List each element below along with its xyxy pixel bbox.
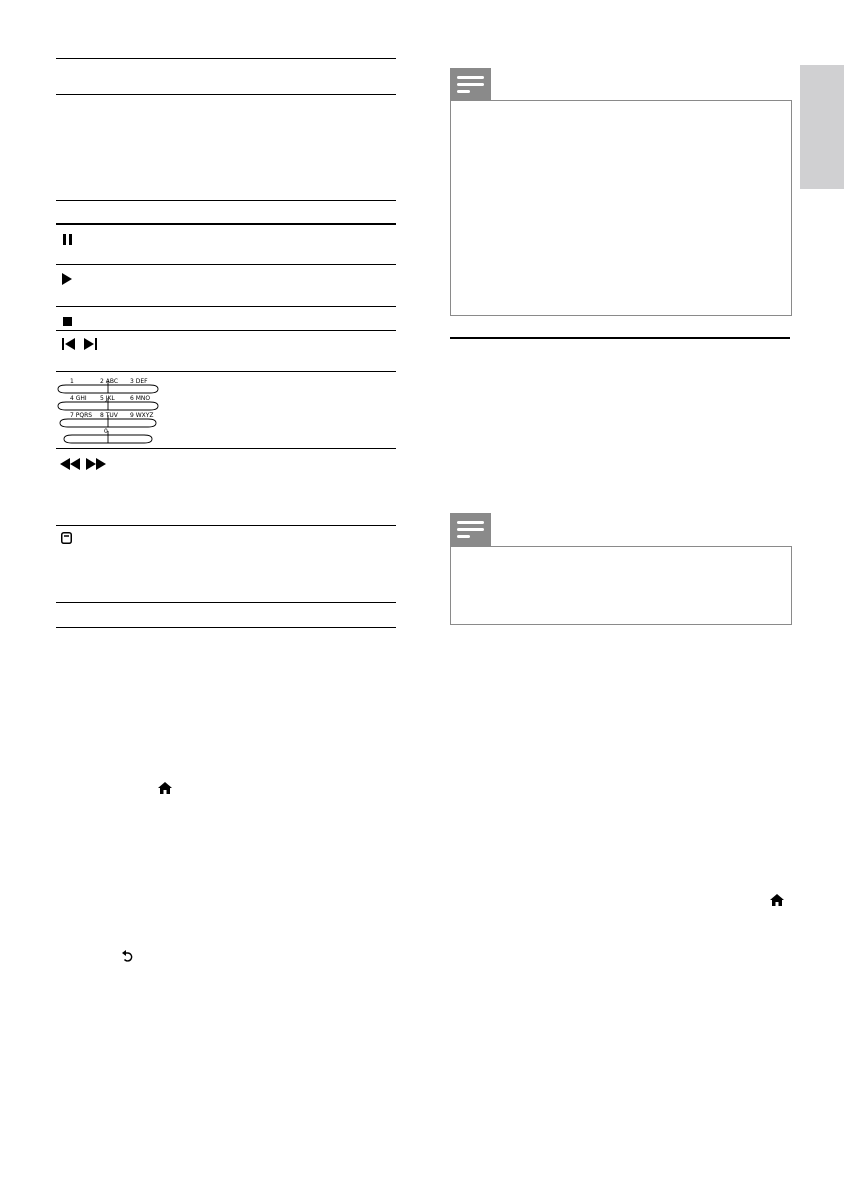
- keypad-key-label: 9 WXYZ: [130, 412, 154, 419]
- home-icon: [770, 893, 784, 905]
- table-rule: [56, 264, 396, 265]
- table-bottom-rule: [56, 627, 396, 628]
- subtitle-icon: [61, 531, 72, 543]
- table-rule: [56, 94, 396, 95]
- keypad-key-label: 8 TUV: [100, 412, 118, 419]
- section-rule: [450, 337, 790, 339]
- keypad-key-label: 3 DEF: [130, 378, 148, 385]
- table-rule: [56, 200, 396, 201]
- note-box: [450, 100, 792, 316]
- stop-icon: [63, 313, 72, 322]
- table-rule: [56, 371, 396, 372]
- table-rule: [56, 306, 396, 307]
- keypad-key-label: 7 PQRS: [70, 412, 93, 419]
- note-box: [450, 546, 792, 625]
- keypad-key-label: 0: [104, 428, 108, 435]
- keypad-key-label: 1: [70, 378, 74, 385]
- table-rule: [56, 525, 396, 526]
- rewind-fast-forward-icon: [60, 457, 106, 469]
- table-rule: [56, 448, 396, 449]
- keypad-key-label: 4 GHI: [70, 395, 87, 402]
- pause-icon: [63, 232, 73, 243]
- keypad-key-label: 6 MNO: [130, 395, 151, 402]
- table-header-rule: [56, 223, 396, 225]
- previous-next-icon: [62, 337, 102, 349]
- home-icon: [158, 781, 172, 793]
- table-rule: [56, 330, 396, 331]
- keypad-key-label: 2 ABC: [100, 378, 119, 385]
- note-icon: [450, 68, 491, 101]
- table-rule: [56, 602, 396, 603]
- back-icon: [121, 950, 133, 963]
- note-icon: [450, 513, 491, 547]
- side-language-tab: [800, 65, 844, 189]
- table-top-rule: [56, 58, 396, 59]
- play-icon: [62, 272, 72, 284]
- keypad-key-label: 5 JKL: [100, 395, 115, 402]
- numeric-keypad-icon: [56, 376, 160, 444]
